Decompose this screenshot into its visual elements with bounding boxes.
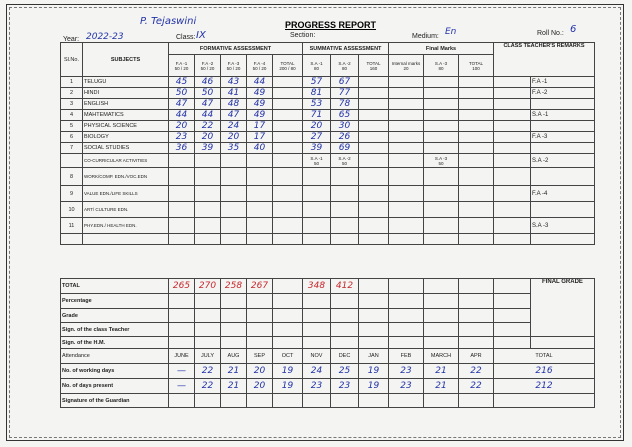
fa1-total: 265 [169,279,195,294]
month-label: SEP [247,349,273,364]
sa1-mark: 71 [303,110,331,121]
fa2-mark: 47 [195,99,221,110]
sa3-cell [424,143,459,154]
row-no: 9 [61,186,83,202]
remark-label: F.A -4 [531,186,595,202]
sa-total-cell [359,143,389,154]
fa1-mark: 20 [169,121,195,132]
fa3-mark: 20 [221,132,247,143]
col-summative: SUMMATIVE ASSESSMENT [303,43,389,55]
coactive-sa3: S.A -3 50 [424,154,459,168]
month-label: JAN [359,349,389,364]
total-label: TOTAL [61,279,169,294]
class-value: IX [196,30,206,41]
sa2-mark: 26 [331,132,359,143]
attendance-label: Attendance [61,349,169,364]
fa1-mark: 44 [169,110,195,121]
fa2-mark: 44 [195,110,221,121]
subject-name: TELUGU [83,77,169,88]
fa3-mark: 47 [221,110,247,121]
fa1-mark: 23 [169,132,195,143]
roll-value: 6 [570,24,577,35]
subject-name: BIOLOGY [83,132,169,143]
month-label: JULY [195,349,221,364]
sa-total-cell [359,132,389,143]
present-day: 23 [389,379,424,394]
fa4-mark: 49 [247,88,273,99]
fa-total-cell [273,121,303,132]
fa4-mark: 49 [247,110,273,121]
col-fa2: F.A -2 50 / 20 [195,55,221,77]
medium-label: Medium: [412,33,439,40]
working-day: 25 [331,364,359,379]
fa-total-cell [273,88,303,99]
remarks-cell [494,99,531,110]
col-final-total: TOTAL 100 [459,55,494,77]
coactive-sa1: S.A -1 50 [303,154,331,168]
class-label: Class: [176,34,196,41]
activity-name: WORK/COMP. EDN./VOC.EDN [83,168,169,186]
sa1-mark: 53 [303,99,331,110]
row-no: 7 [61,143,83,154]
row-no: 5 [61,121,83,132]
sa-total-cell [359,121,389,132]
sa-total-cell [359,110,389,121]
month-label: JUNE [169,349,195,364]
internal-cell [389,77,424,88]
present-day: 23 [303,379,331,394]
fa3-mark: 24 [221,121,247,132]
fa-total-cell [273,132,303,143]
subject-name: PHYSICAL SCIENCE [83,121,169,132]
col-remarks: CLASS TEACHER'S REMARKS [494,43,595,77]
present-day: 22 [195,379,221,394]
col-sa1: S.A -1 80 [303,55,331,77]
present-day: 23 [331,379,359,394]
remarks-cell [494,143,531,154]
internal-cell [389,143,424,154]
sa2-total: 412 [331,279,359,294]
fa2-total: 270 [195,279,221,294]
progress-table [60,42,595,245]
remarks-cell [494,77,531,88]
col-slno: Sl.No. [61,43,83,77]
fa4-mark: 44 [247,77,273,88]
present-day: 21 [221,379,247,394]
fa-total-cell [273,99,303,110]
sa1-total: 348 [303,279,331,294]
fa4-mark: 17 [247,132,273,143]
fa4-total: 267 [247,279,273,294]
fa2-mark: 22 [195,121,221,132]
remarks-cell [494,88,531,99]
sign-teacher-label: Sign. of the class Teacher [61,323,169,337]
working-day: 20 [247,364,273,379]
fa3-mark: 41 [221,88,247,99]
year-value: 2022-23 [86,32,124,42]
coactive-no [61,154,83,168]
present-day: 19 [359,379,389,394]
fa3-mark: 43 [221,77,247,88]
sa3-cell [424,99,459,110]
roll-label: Roll No.: [537,30,564,37]
working-day: 22 [195,364,221,379]
activity-name: PHY.EDN./ HEALTH EDN. [83,218,169,234]
sa-total-cell [359,88,389,99]
fa4-mark: 40 [247,143,273,154]
working-day: — [169,364,195,379]
month-label: AUG [221,349,247,364]
col-fa4: F.A -4 50 / 20 [247,55,273,77]
sa-total-cell [359,99,389,110]
fa1-mark: 45 [169,77,195,88]
fa2-mark: 50 [195,88,221,99]
final-total-cell [459,99,494,110]
remark-label: F.A -2 [531,88,595,99]
present-day: 19 [273,379,303,394]
col-fa3: F.A -3 50 / 20 [221,55,247,77]
sa3-cell [424,132,459,143]
sa3-cell [424,110,459,121]
subject-name: MAHTEMATICS [83,110,169,121]
row-no: 10 [61,202,83,218]
sa2-mark: 30 [331,121,359,132]
remark-label: F.A -3 [531,132,595,143]
month-label: APR [459,349,494,364]
fa4-mark: 49 [247,99,273,110]
subject-name: ENGLISH [83,99,169,110]
final-total-cell [459,88,494,99]
sa2-mark: 67 [331,77,359,88]
internal-cell [389,110,424,121]
present-day: — [169,379,195,394]
remarks-cell [494,121,531,132]
remark-blank [531,121,595,132]
working-days-label: No. of working days [61,364,169,379]
remark-blank [531,143,595,154]
fa2-mark: 46 [195,77,221,88]
coactive-label: CO-CURRICULAR ACTIVITIES [83,154,169,168]
days-present-total: 212 [494,379,595,394]
working-day: 21 [221,364,247,379]
fa-total-cell [273,110,303,121]
month-label: NOV [303,349,331,364]
remark-label: S.A -2 [531,154,595,168]
col-sa3: S.A -3 80 [424,55,459,77]
remark-label: S.A -1 [531,110,595,121]
col-fa1: F.A -1 50 / 20 [169,55,195,77]
final-total-cell [459,121,494,132]
fa1-mark: 50 [169,88,195,99]
col-sa-total: TOTAL 160 [359,55,389,77]
working-day: 19 [273,364,303,379]
sa1-mark: 20 [303,121,331,132]
row-no: 3 [61,99,83,110]
fa-total-cell [273,77,303,88]
present-day: 22 [459,379,494,394]
remarks-cell [494,110,531,121]
sa3-cell [424,77,459,88]
sa3-cell [424,121,459,132]
page-title: PROGRESS REPORT [285,20,377,30]
month-label: FEB [389,349,424,364]
working-day: 24 [303,364,331,379]
row-no: 4 [61,110,83,121]
year-label: Year: [63,36,80,43]
sa1-mark: 81 [303,88,331,99]
month-label: OCT [273,349,303,364]
summary-table [60,278,595,408]
remarks-cell [494,132,531,143]
col-internal: Internal marks 20 [389,55,424,77]
sign-guardian-label: Signature of the Guardian [61,394,169,408]
internal-cell [389,99,424,110]
sa2-mark: 69 [331,143,359,154]
internal-cell [389,132,424,143]
fa1-mark: 36 [169,143,195,154]
working-day: 23 [389,364,424,379]
final-total-cell [459,132,494,143]
percentage-label: Percentage [61,294,169,309]
sa1-mark: 27 [303,132,331,143]
working-days-total: 216 [494,364,595,379]
sa2-mark: 78 [331,99,359,110]
final-total-cell [459,110,494,121]
col-final: Final Marks [389,43,494,55]
coactive-sa2: S.A -2 50 [331,154,359,168]
month-label: TOTAL [494,349,595,364]
final-total-cell [459,143,494,154]
month-label: DEC [331,349,359,364]
sa3-cell [424,88,459,99]
present-day: 20 [247,379,273,394]
final-grade-label: FINAL GRADE [531,279,595,337]
remark-label: S.A -3 [531,218,595,234]
sa-total-cell [359,77,389,88]
activity-name: ART/ CULTURE EDN. [83,202,169,218]
sa1-mark: 57 [303,77,331,88]
col-formative: FORMATIVE ASSESSMENT [169,43,303,55]
sign-hm-label: Sign. of the H.M. [61,337,169,349]
month-label: MARCH [424,349,459,364]
working-day: 19 [359,364,389,379]
fa2-mark: 39 [195,143,221,154]
col-subjects: SUBJECTS [83,43,169,77]
col-fa-total: TOTAL 200 / 80 [273,55,303,77]
subject-name: HINDI [83,88,169,99]
working-day: 22 [459,364,494,379]
medium-value: En [445,27,457,37]
row-no: 6 [61,132,83,143]
section-label: Section: [290,32,316,39]
internal-cell [389,121,424,132]
days-present-label: No. of days present [61,379,169,394]
remark-blank [531,99,595,110]
sa2-mark: 77 [331,88,359,99]
fa3-mark: 48 [221,99,247,110]
row-no: 8 [61,168,83,186]
row-no: 11 [61,218,83,234]
fa-total-cell [273,143,303,154]
fa1-mark: 47 [169,99,195,110]
remark-label: F.A -1 [531,77,595,88]
subject-name: SOCIAL STUDIES [83,143,169,154]
final-total-cell [459,77,494,88]
working-day: 21 [424,364,459,379]
grade-label: Grade [61,309,169,323]
activity-name: VALUE EDN./LIFE SKILLS [83,186,169,202]
fa2-mark: 20 [195,132,221,143]
fa3-total: 258 [221,279,247,294]
sa2-mark: 65 [331,110,359,121]
student-name: P. Tejaswini [140,16,197,27]
fa3-mark: 35 [221,143,247,154]
col-sa2: S.A -2 80 [331,55,359,77]
sa1-mark: 39 [303,143,331,154]
row-no: 2 [61,88,83,99]
row-no: 1 [61,77,83,88]
internal-cell [389,88,424,99]
present-day: 21 [424,379,459,394]
fa4-mark: 17 [247,121,273,132]
